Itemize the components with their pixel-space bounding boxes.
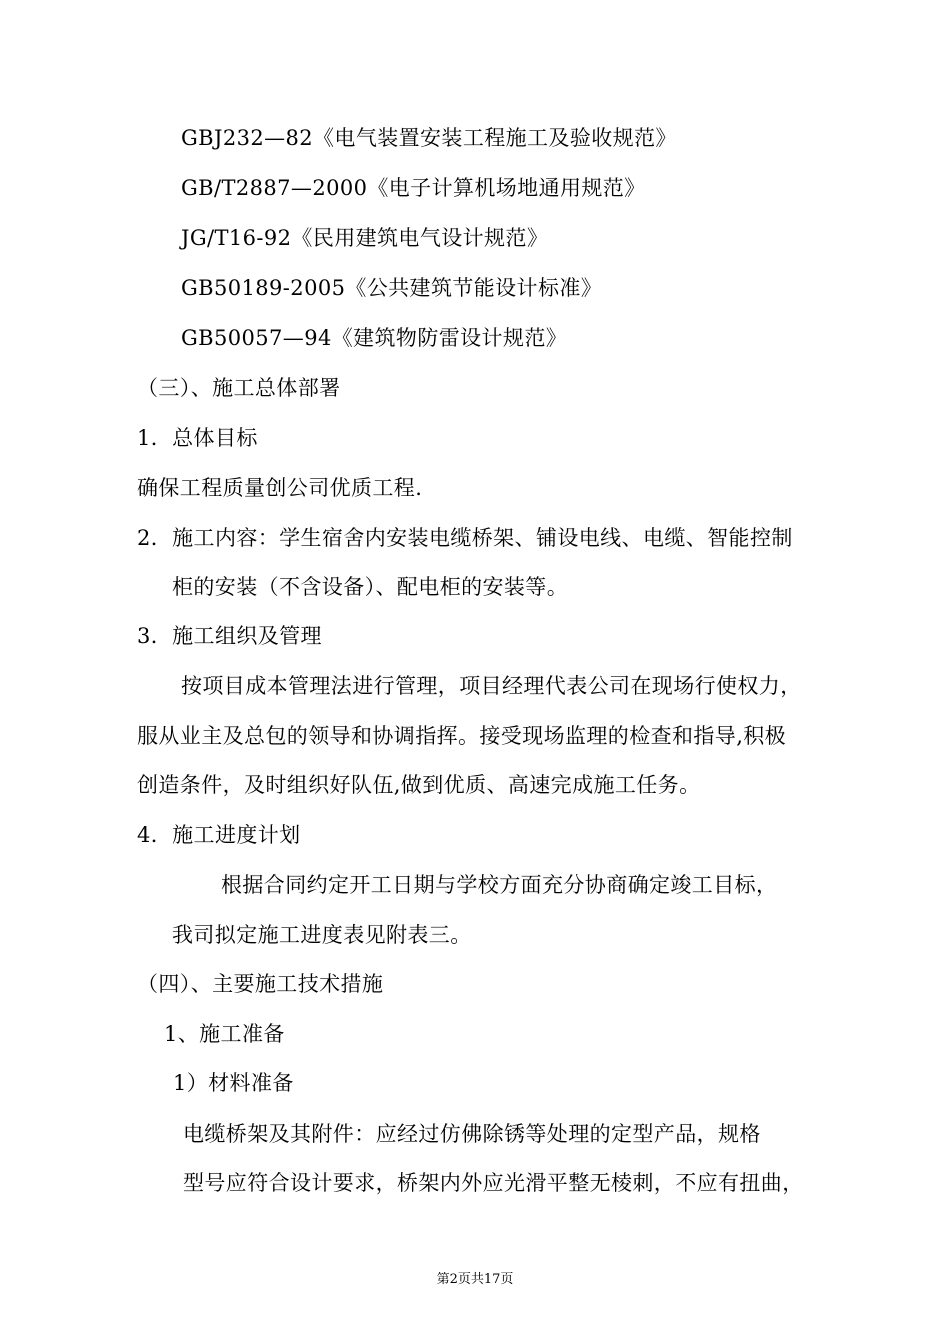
- standard-item: GB/T2887—2000《电子计算机场地通用规范》: [181, 176, 646, 200]
- page-number: 第2页共17页: [436, 1272, 514, 1287]
- subsection-heading: 1、施工准备: [164, 1022, 285, 1046]
- paragraph-line: 柜的安装（不含设备）、配电柜的安装等。: [172, 575, 569, 599]
- paragraph-line: 创造条件，及时组织好队伍,做到优质、高速完成施工任务。: [137, 773, 701, 797]
- standard-item: GBJ232—82《电气装置安装工程施工及验收规范》: [181, 126, 677, 150]
- paragraph-line: 按项目成本管理法进行管理，项目经理代表公司在现场行使权力，: [181, 674, 802, 698]
- subsection-heading: 1）材料准备: [173, 1071, 294, 1095]
- paragraph-line: 型号应符合设计要求，桥架内外应光滑平整无棱刺，不应有扭曲，: [183, 1171, 804, 1195]
- section-heading: （三）、施工总体部署: [137, 376, 341, 400]
- standard-item: JG/T16-92《民用建筑电气设计规范》: [181, 226, 549, 250]
- item-heading: 3．施工组织及管理: [137, 624, 322, 648]
- paragraph-line: 我司拟定施工进度表见附表三。: [172, 923, 472, 947]
- standard-item: GB50057—94《建筑物防雷设计规范》: [181, 326, 568, 350]
- item-heading: 1．总体目标: [137, 426, 258, 450]
- paragraph-line: 根据合同约定开工日期与学校方面充分协商确定竣工目标，: [221, 873, 778, 897]
- paragraph-line: 电缆桥架及其附件：应经过仿佛除锈等处理的定型产品，规格: [183, 1122, 761, 1146]
- item-heading: 2．施工内容：学生宿舍内安装电缆桥架、铺设电线、电缆、智能控制: [137, 526, 793, 550]
- item-heading: 4．施工进度计划: [137, 823, 301, 847]
- paragraph-line: 确保工程质量创公司优质工程.: [137, 476, 423, 500]
- section-heading: （四）、主要施工技术措施: [137, 972, 384, 996]
- paragraph-line: 服从业主及总包的领导和协调指挥。接受现场监理的检查和指导,积极: [137, 724, 787, 748]
- standard-item: GB50189-2005《公共建筑节能设计标准》: [181, 276, 603, 300]
